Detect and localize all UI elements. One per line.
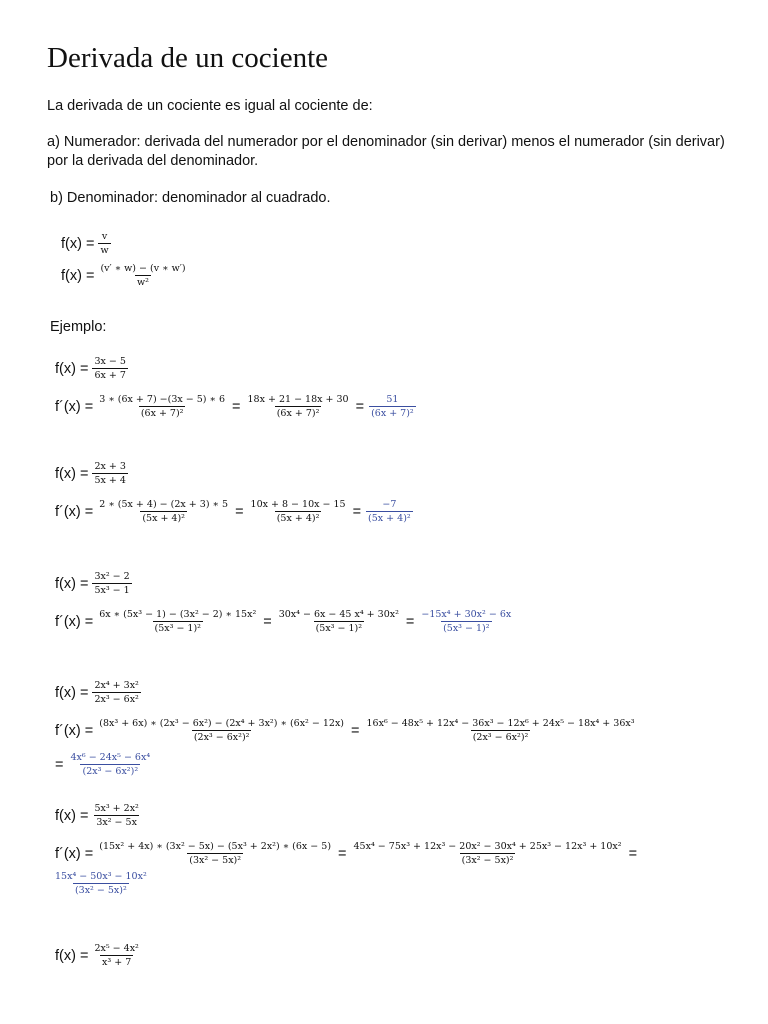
fraction: $\frac{\text{5x³ + 2x²}}{\text{3x² − 5x}}$	[94, 803, 139, 828]
function-label: f(x) =	[55, 465, 89, 482]
equals-sign: =	[263, 613, 272, 630]
equals-sign: =	[405, 613, 415, 630]
rule-item-a: a) Numerador: derivada del numerador por el denominador (sin derivar) menos el numerador (sin derivar) por la derivada del denominador.	[47, 134, 725, 169]
rule-item-b: b) Denominador: denominador al cuadrado.	[50, 190, 331, 206]
fraction: $\frac{\text{(8x³ + 6x) ∗ (2x³ − 6x²) − (2x⁴ + 3x²) ∗ (6x² − 12x)}}{\text{(2x³ − 6x²)²}}$	[99, 718, 345, 743]
example-5-result	[53, 871, 149, 896]
fraction: $\frac{2x + 3}{5x + 4}$	[94, 461, 126, 486]
fraction: $\frac{(v' ∗ w) - (v ∗ w')}{\text{w²}}$	[100, 263, 186, 288]
fraction: $\frac{\text{45x⁴ − 75x³ + 12x³ − 20x² − 30x⁴ + 25x³ − 12x³ + 10x²}}{\text{(3x² − 5x)²}}$	[353, 841, 622, 866]
intro-text: La derivada de un cociente es igual al cociente de:	[47, 98, 373, 114]
fraction: $\frac{\text{16x⁶ − 48x⁵ + 12x⁴ − 36x³ − 12x⁶ + 24x⁵ − 18x⁴ + 36x³}}{\text{(2x³ − 6x²)²}}$	[366, 718, 635, 743]
result-fraction: $\frac{51}{\text{(6x + 7)²}}$	[371, 394, 414, 419]
example-3-derivative	[55, 609, 513, 634]
equals-sign: =	[355, 398, 365, 415]
derivative-label: f´(x) =	[55, 722, 94, 739]
example-5-function	[55, 803, 141, 828]
rule-derivative	[61, 263, 188, 288]
example-4-derivative	[55, 718, 637, 743]
function-label: f(x) =	[55, 684, 89, 701]
equals-sign: =	[235, 503, 244, 520]
fraction: $\frac{10x + 8 - 10x - 15}{\text{(5x + 4)²}}$	[250, 499, 346, 524]
derivative-label: f´(x) =	[55, 613, 94, 630]
equals-sign: =	[232, 398, 241, 415]
equals-sign: =	[351, 722, 360, 739]
example-4-function	[55, 680, 141, 705]
function-label: f(x) =	[61, 267, 95, 284]
function-label: f(x) =	[55, 947, 89, 964]
example-5-derivative	[55, 841, 642, 866]
function-label: f(x) =	[55, 575, 89, 592]
fraction: $\frac{\text{2x⁴ + 3x²}}{\text{2x³ − 6x²}}$	[94, 680, 139, 705]
fraction: $\frac{2 ∗ (5x + 4) - (2x + 3) ∗ 5}{\text{(5x + 4)²}}$	[99, 499, 229, 524]
result-fraction: $\frac{\text{15x⁴ − 50x³ − 10x²}}{\text{(3x² − 5x)²}}$	[55, 871, 147, 896]
page-title: Derivada de un cociente	[47, 42, 328, 74]
function-label: f(x) =	[61, 235, 95, 252]
fraction: $\frac{3x - 5}{6x + 7}$	[94, 356, 126, 381]
equals-sign: =	[55, 756, 64, 773]
fraction: $\frac{18x + 21 - 18x + 30}{\text{(6x + 7)²}}$	[247, 394, 349, 419]
derivative-label: f´(x) =	[55, 398, 94, 415]
fraction: $\frac{v}{w}$	[100, 231, 109, 256]
derivative-label: f´(x) =	[55, 503, 94, 520]
equals-sign: =	[628, 845, 638, 862]
example-1-function	[55, 356, 128, 381]
example-2-derivative	[55, 499, 413, 524]
equals-sign: =	[338, 845, 347, 862]
fraction: $\frac{\text{30x⁴ − 6x − 45 x⁴ + 30x²}}{\text{(5x³ − 1)²}}$	[278, 609, 399, 634]
function-label: f(x) =	[55, 360, 89, 377]
example-2-function	[55, 461, 128, 486]
derivative-label: f´(x) =	[55, 845, 94, 862]
example-1-derivative	[55, 394, 416, 419]
rule-function	[61, 231, 111, 256]
result-fraction: $\frac{\text{4x⁶ − 24x⁵ − 6x⁴}}{\text{(2x³ − 6x²)²}}$	[70, 752, 151, 777]
example-3-function	[55, 571, 132, 596]
example-4-result	[55, 752, 152, 777]
result-fraction: $\frac{\text{−15x⁴ + 30x² − 6x}}{\text{(5x³ − 1)²}}$	[421, 609, 512, 634]
example-6-function	[55, 943, 141, 968]
fraction: $\frac{\text{2x⁵ − 4x²}}{\text{x³ + 7}}$	[94, 943, 139, 968]
fraction: $\frac{\text{6x ∗ (5x³ − 1) − (3x² − 2) ∗ 15x²}}{\text{(5x³ − 1)²}}$	[99, 609, 257, 634]
equals-sign: =	[352, 503, 362, 520]
fraction: $\frac{3 ∗ (6x + 7) -(3x - 5) ∗ 6}{\text{(6x + 7)²}}$	[99, 394, 226, 419]
fraction: $\frac{\text{3x² − 2}}{\text{5x³ − 1}}$	[94, 571, 130, 596]
function-label: f(x) =	[55, 807, 89, 824]
fraction: $\frac{\text{(15x² + 4x) ∗ (3x² − 5x) − (5x³ + 2x²) ∗ (6x − 5)}}{\text{(3x² − 5x)²}}$	[99, 841, 332, 866]
example-label: Ejemplo:	[50, 319, 107, 335]
result-fraction: $\frac{-7}{\text{(5x + 4)²}}$	[368, 499, 411, 524]
